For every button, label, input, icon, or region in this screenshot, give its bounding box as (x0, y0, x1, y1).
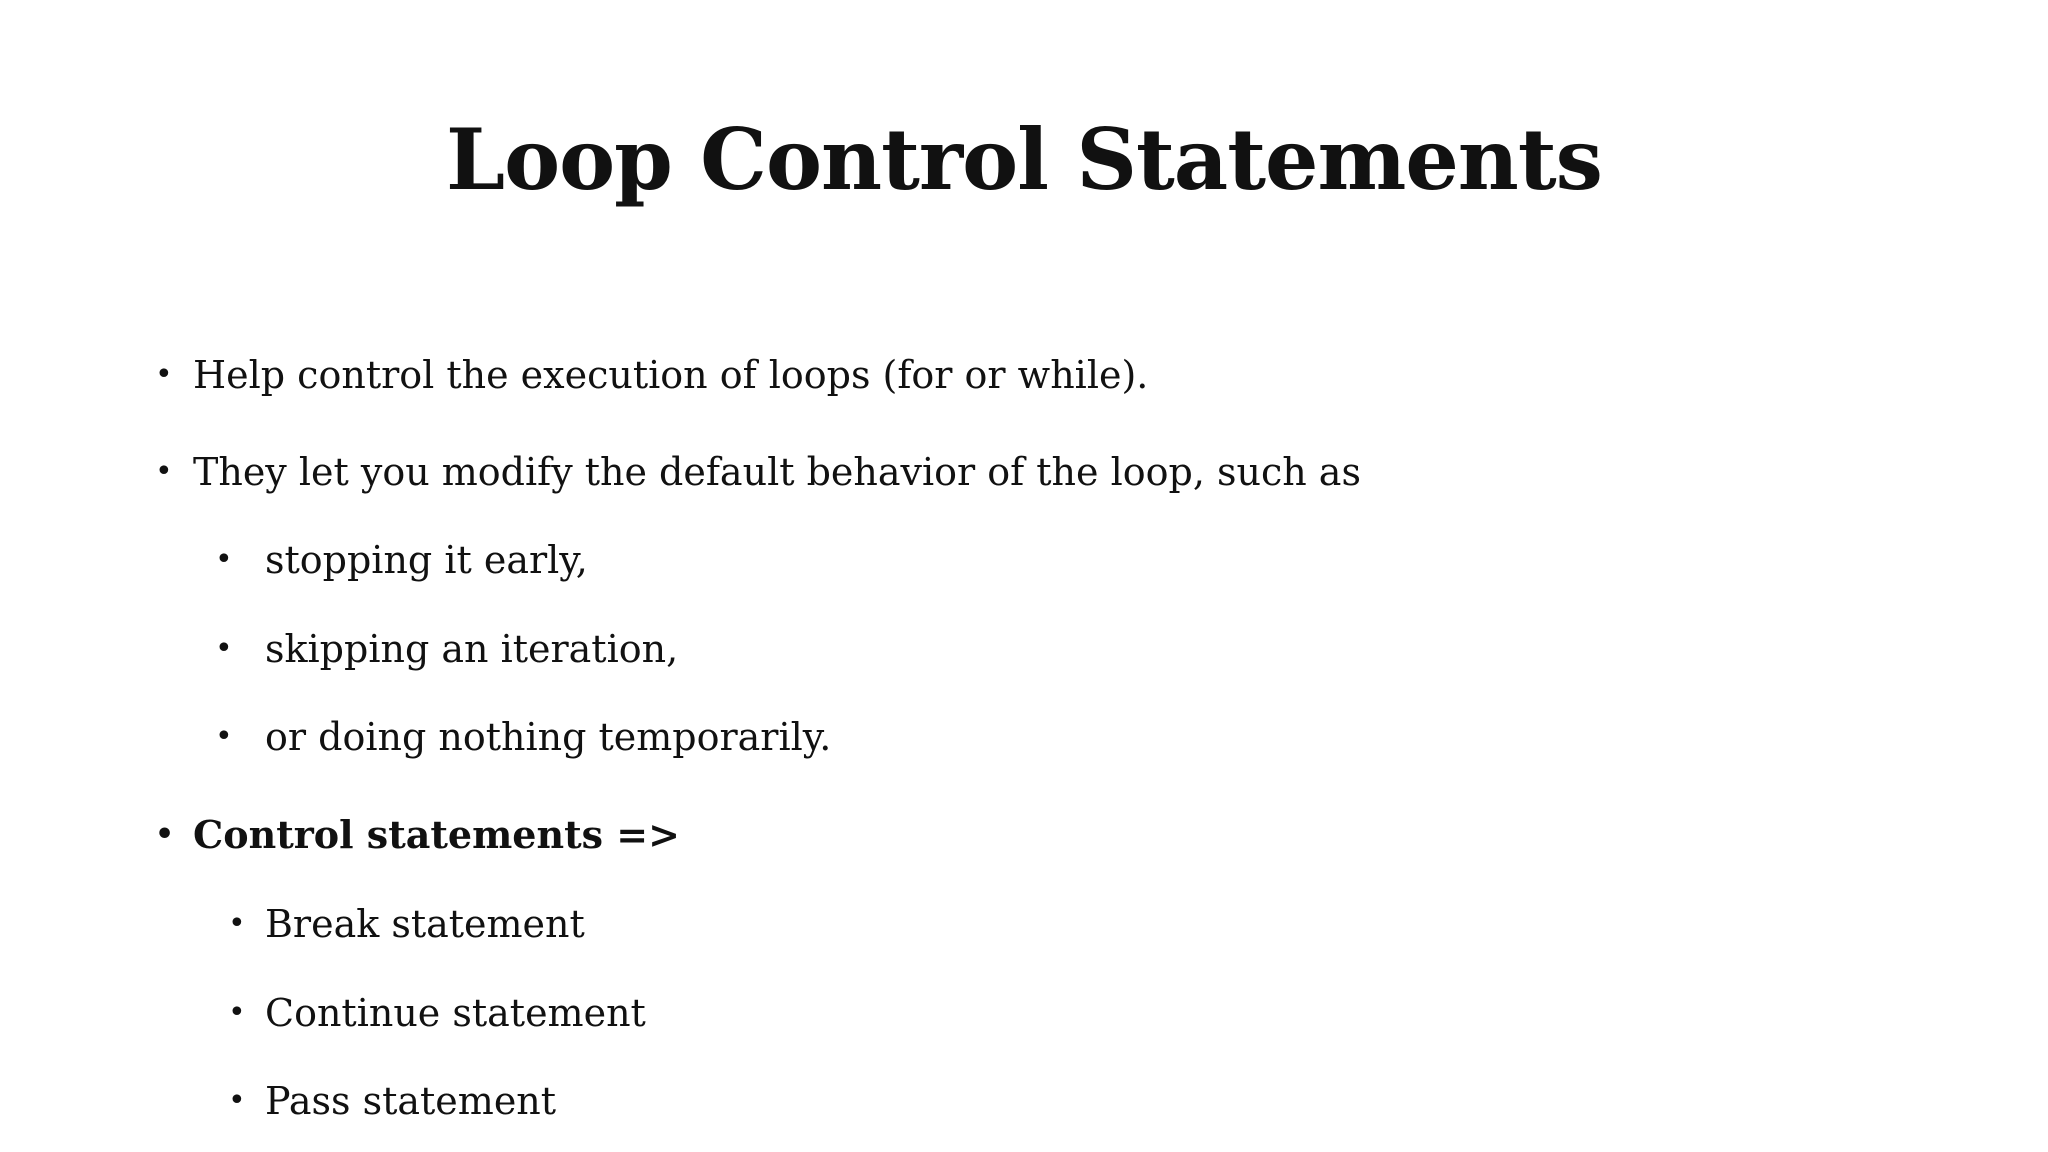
bullet-text: Break statement (265, 902, 585, 946)
bullet-item (155, 810, 1655, 860)
sub-bullet-item (228, 899, 1628, 949)
bullet-dot-icon: • (228, 995, 246, 1030)
bullet-text: They let you modify the default behavior of the loop, such as (193, 450, 1361, 494)
bullet-text: Help control the execution of loops (for or while). (193, 353, 1149, 397)
sub-bullet-item (215, 624, 1615, 674)
bullet-dot-icon: • (155, 817, 175, 852)
bullet-text: Continue statement (265, 991, 646, 1035)
bullet-dot-icon: • (215, 542, 233, 577)
bullet-dot-icon: • (215, 631, 233, 666)
bullet-text: or doing nothing temporarily. (265, 715, 832, 759)
sub-bullet-item (228, 988, 1628, 1038)
bullet-dot-icon: • (215, 719, 233, 754)
slide-title: Loop Control Statements (446, 110, 1602, 209)
bullet-item (155, 447, 1655, 497)
bullet-dot-icon: • (155, 357, 173, 392)
bullet-dot-icon: • (155, 454, 173, 489)
bullet-text: Control statements => (193, 812, 680, 857)
bullet-dot-icon: • (228, 906, 246, 941)
bullet-text: skipping an iteration, (265, 627, 679, 671)
bullet-text: stopping it early, (265, 538, 588, 582)
sub-bullet-item (215, 712, 1615, 762)
bullet-dot-icon: • (228, 1083, 246, 1118)
sub-bullet-item (228, 1076, 1628, 1126)
bullet-item (155, 350, 1655, 400)
bullet-text: Pass statement (265, 1079, 557, 1123)
sub-bullet-item (215, 535, 1615, 585)
